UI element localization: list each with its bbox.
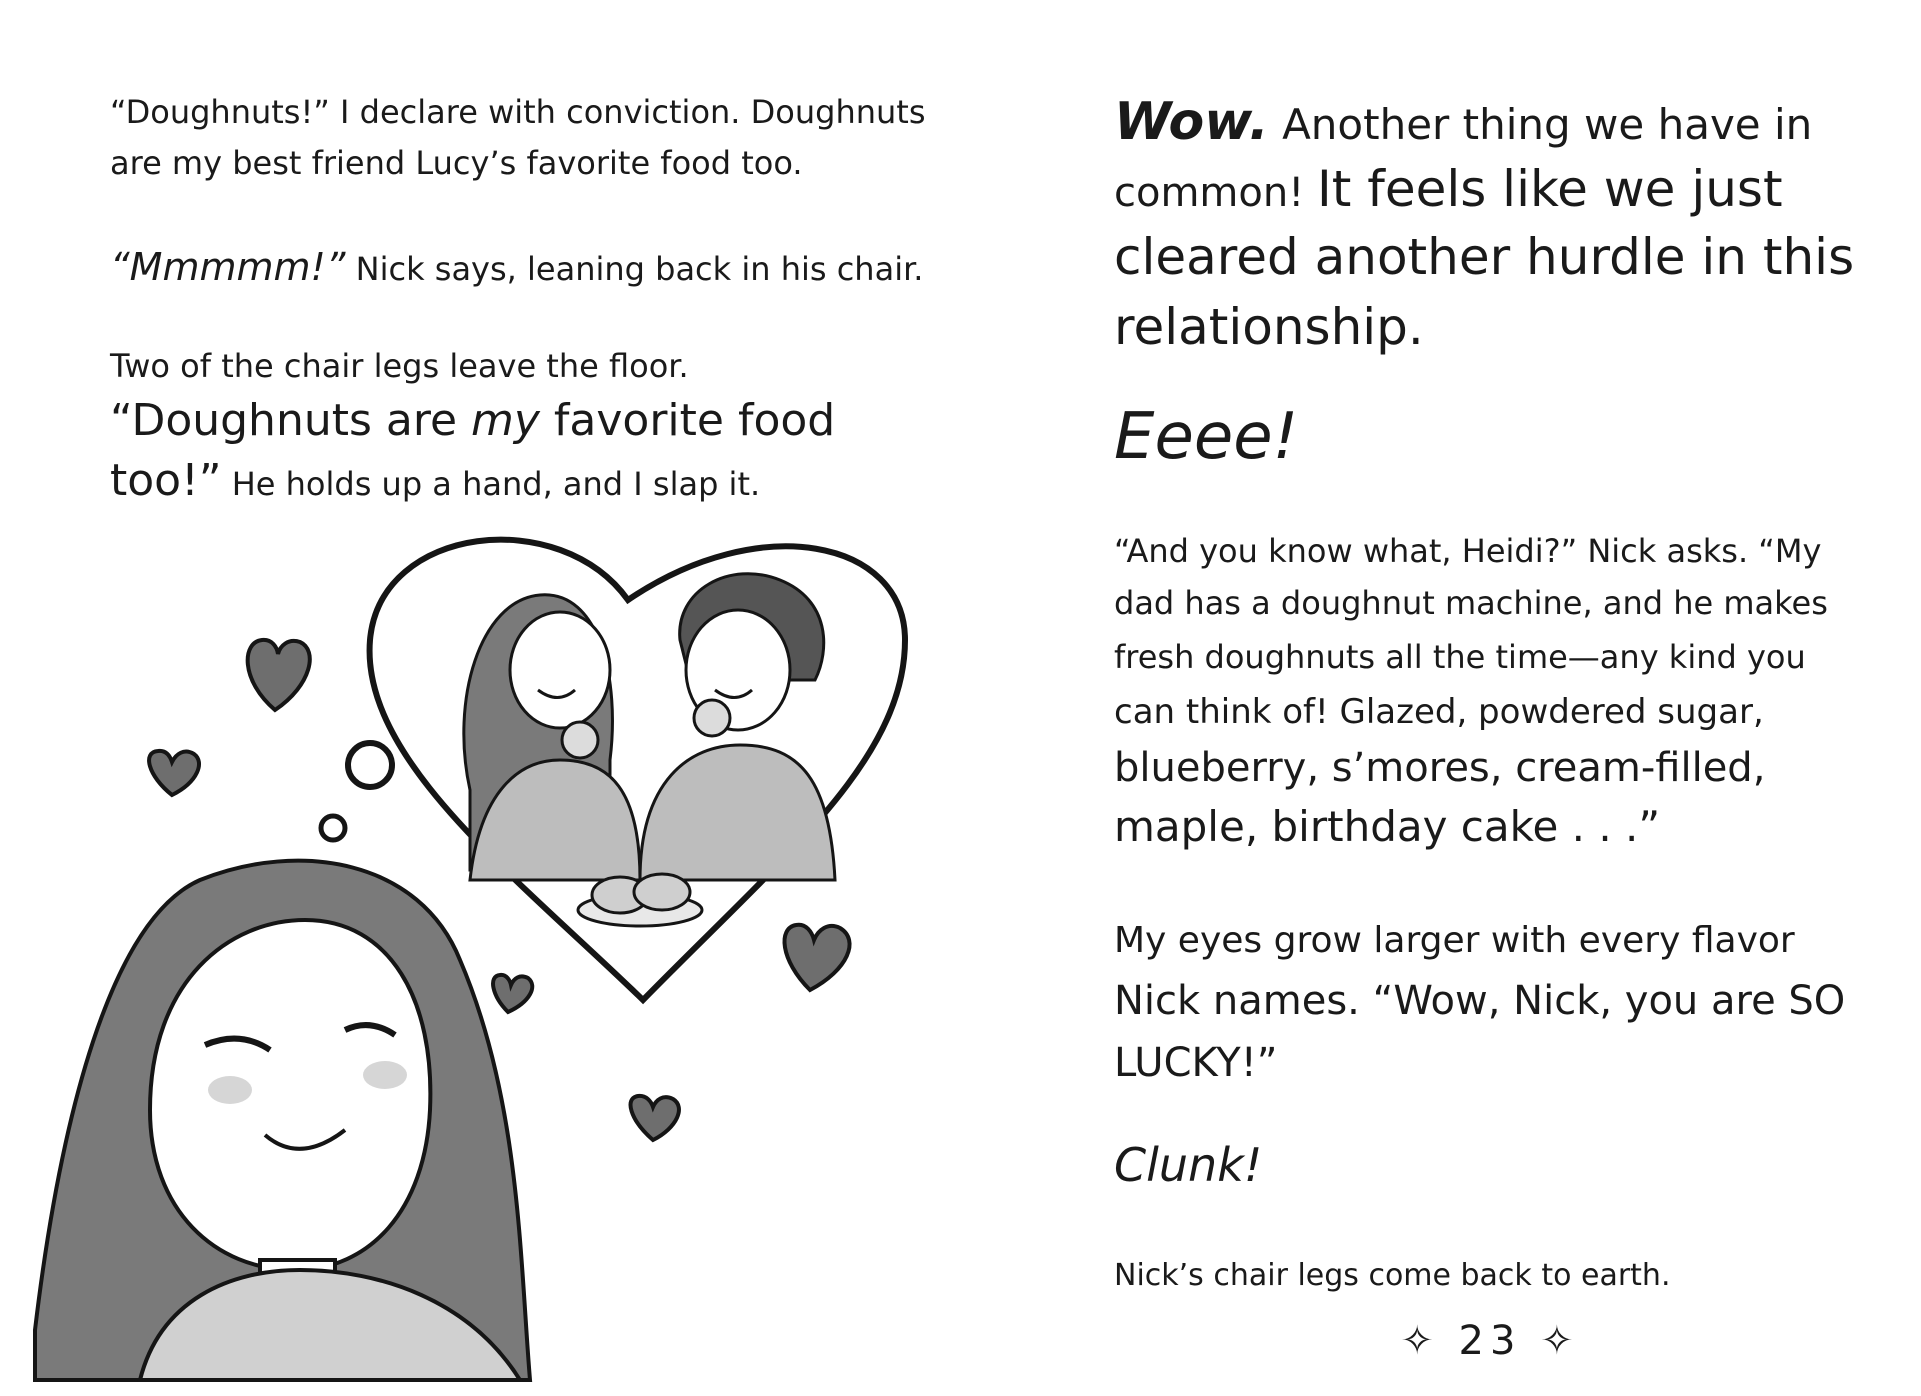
left-paragraph-2 xyxy=(110,245,923,289)
right-paragraph-4-line-1: Nick’s chair legs come back to earth. xyxy=(1114,1258,1671,1293)
wow-word: Wow. xyxy=(1114,92,1269,152)
page-number xyxy=(1400,1318,1580,1364)
right-paragraph-3-line-3: LUCKY!” xyxy=(1114,1040,1278,1086)
right-paragraph-1-line-2 xyxy=(1114,160,1783,218)
ornament-star-icon: ✧ xyxy=(1540,1318,1580,1364)
common-word: common! xyxy=(1114,170,1317,216)
small-heart-icon xyxy=(784,925,849,990)
small-heart-icon xyxy=(149,751,199,795)
big-text-too: too!” xyxy=(110,455,222,506)
right-paragraph-1-line-4: relationship. xyxy=(1114,298,1424,356)
right-paragraph-2-line-4: can think of! Glazed, powdered sugar, xyxy=(1114,692,1764,732)
right-paragraph-1-line-1 xyxy=(1114,92,1812,152)
feels-like-text: It feels like we just xyxy=(1316,160,1783,218)
small-heart-icon xyxy=(493,975,532,1012)
thought-bubble-large xyxy=(348,743,392,787)
right-paragraph-2-line-3: fresh doughnuts all the time—any kind you xyxy=(1114,638,1806,676)
left-paragraph-1-line-1: “Doughnuts!” I declare with conviction. Doughnuts xyxy=(110,93,926,131)
clunk-exclamation: Clunk! xyxy=(1114,1138,1263,1192)
right-paragraph-1-line-3: cleared another hurdle in this xyxy=(1114,228,1855,286)
left-paragraph-2-rest: Nick says, leaning back in his chair. xyxy=(345,250,924,288)
right-paragraph-2-line-1: “And you know what, Heidi?” Nick asks. “My xyxy=(1114,532,1822,570)
left-paragraph-1-line-2: are my best friend Lucy’s favorite food too. xyxy=(110,144,803,182)
left-paragraph-3-rest: He holds up a hand, and I slap it. xyxy=(221,465,761,503)
left-paragraph-3-big-line xyxy=(110,395,835,446)
big-text-part: favorite food xyxy=(539,395,836,446)
ornament-star-icon: ✧ xyxy=(1400,1318,1440,1364)
left-paragraph-3-line-1: Two of the chair legs leave the floor. xyxy=(110,347,689,385)
right-paragraph-2-line-5: blueberry, s’mores, cream-filled, xyxy=(1114,745,1766,791)
right-paragraph-3-line-2: Nick names. “Wow, Nick, you are SO xyxy=(1114,978,1846,1024)
big-text-part: “Doughnuts are xyxy=(110,395,472,446)
right-paragraph-3-line-1: My eyes grow larger with every flavor xyxy=(1114,920,1795,961)
right-paragraph-2-line-2: dad has a doughnut machine, and he makes xyxy=(1114,584,1828,622)
heidi-portrait xyxy=(35,861,530,1380)
right-paragraph-2-line-6: maple, birthday cake . . .” xyxy=(1114,802,1661,851)
eeee-exclamation: Eeee! xyxy=(1114,400,1299,474)
thought-bubble-small xyxy=(321,816,345,840)
big-text-emphasis: my xyxy=(471,395,540,446)
page-number-value: 23 xyxy=(1458,1318,1522,1364)
small-heart-icon xyxy=(631,1096,679,1140)
mmmmm-exclamation: “Mmmmm!” xyxy=(110,245,346,289)
small-heart-icon xyxy=(248,640,310,710)
right-paragraph-1-rest: Another thing we have in xyxy=(1268,100,1813,149)
left-paragraph-3-last-line xyxy=(110,455,760,506)
